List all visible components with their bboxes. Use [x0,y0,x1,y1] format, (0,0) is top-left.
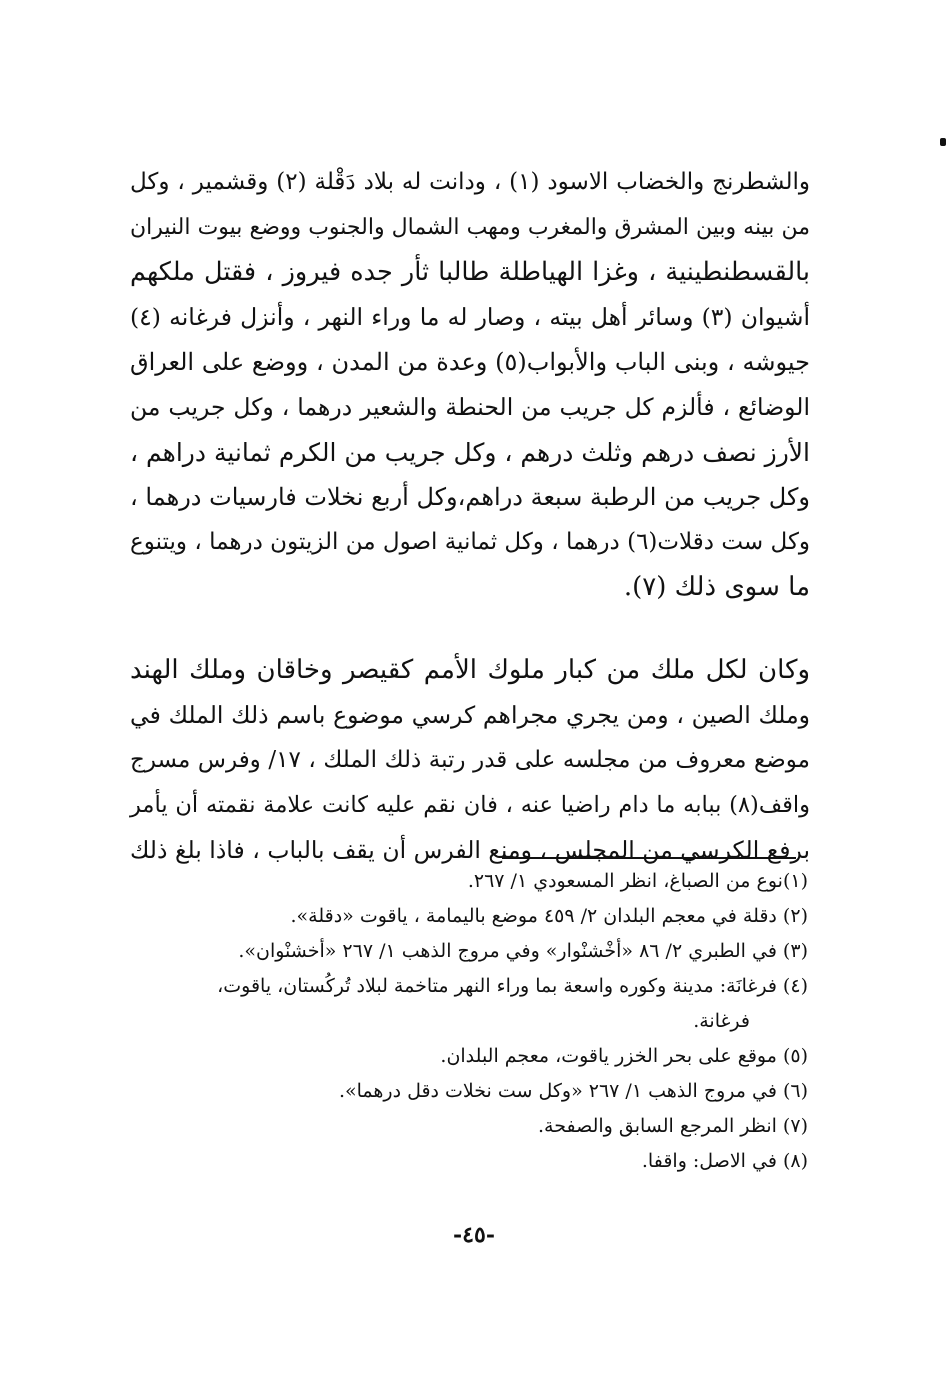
footnote: (٦) في مروج الذهب ١/ ٢٦٧ «وكل ست نخلات دقل درهما». [338,1080,808,1102]
footnote: (٨) في الاصل: واقفا. [641,1150,808,1172]
margin-mark [940,138,946,146]
text-line: الوضائع ، فألزم كل جريب من الحنطة والشعير درهما ، وكل جريب من [130,393,810,421]
paragraph-gap [130,610,810,648]
text-line: جيوشه ، وبنى الباب والأبواب(٥) وعدة من المدن ، ووضع على العراق [130,348,810,376]
text-line: أشيوان (٣) وسائر أهل بيته ، وصار له ما وراء النهر ، وأنزل فرغانه (٤) [130,303,810,331]
footnote: (٢) دقلة في معجم البلدان ٢/ ٤٥٩ موضع باليمامة ، ياقوت «دقلة». [290,905,808,927]
footnote: (٧) انظر المرجع السابق والصفحة. [537,1115,808,1137]
text-line: وكل جريب من الرطبة سبعة دراهم،وكل أربع نخلات فارسيات درهما ، [130,483,810,511]
footnote: (٤) فرغانَة: مدينة وكوره واسعة بما وراء النهر متاخمة لبلاد تُركُستان، ياقوت، [217,975,808,997]
text-line: الأرز نصف درهم وثلث درهم ، وكل جريب من الكرم ثمانية دراهم ، [130,438,810,467]
text-line: وكان لكل ملك من كبار ملوك الأمم كقيصر وخاقان وملك الهند [130,655,810,685]
text-line: والشطرنج والخضاب الاسود (١) ، ودانت له بلاد دَقْلة (٢) وقشمير ، وكل [130,169,810,195]
text-line: من بينه وبين المشرق والمغرب ومهب الشمال والجنوب ووضع بيوت النيران [130,215,810,240]
footnotes [130,864,808,1179]
footnote-continuation: فرغانة. [693,1010,750,1032]
footnote: (٥) موقع على بحر الخزر ياقوت، معجم البلدان. [440,1045,808,1067]
text-line: واقف(٨) ببابه ما دام راضيا عنه ، فان نقم عليه كانت علامة نقمته أن يأمر [130,792,810,818]
text-line: برفع الكرسي من المجلس ، ومنع الفرس أن يقف بالباب ، فاذا بلغ ذلك [130,836,810,864]
text-line: وملك الصين ، ومن يجري مجراهم كرسي موضوع باسم ذلك الملك في [130,701,810,729]
paragraph-2 [130,648,810,873]
main-text [130,160,810,873]
text-line: موضع معروف من مجلسه على قدر رتبة ذلك الملك ، ١٧/ وفرس مسرج [130,747,810,773]
text-line: وكل ست دقلات(٦) درهما ، وكل ثمانية اصول من الزيتون درهما ، ويتنوع [130,529,810,555]
text-line: ما سوى ذلك (٧). [623,572,810,602]
page-number: -٤٥- [453,1222,495,1248]
footnote: (٣) في الطبري ٢/ ٨٦ «أخْشنْوار» وفي مروج الذهب ١/ ٢٦٧ «أخشنْوان». [238,940,808,962]
text-line: بالقسطنطينية ، وغزا الهياطلة طالبا ثأر جده فيروز ، فقتل ملكهم [130,257,810,287]
footnote: (١)نوع من الصباغ، انظر المسعودي ١/ ٢٦٧. [467,870,808,892]
footnote-separator [502,857,796,859]
paragraph-1 [130,160,810,610]
